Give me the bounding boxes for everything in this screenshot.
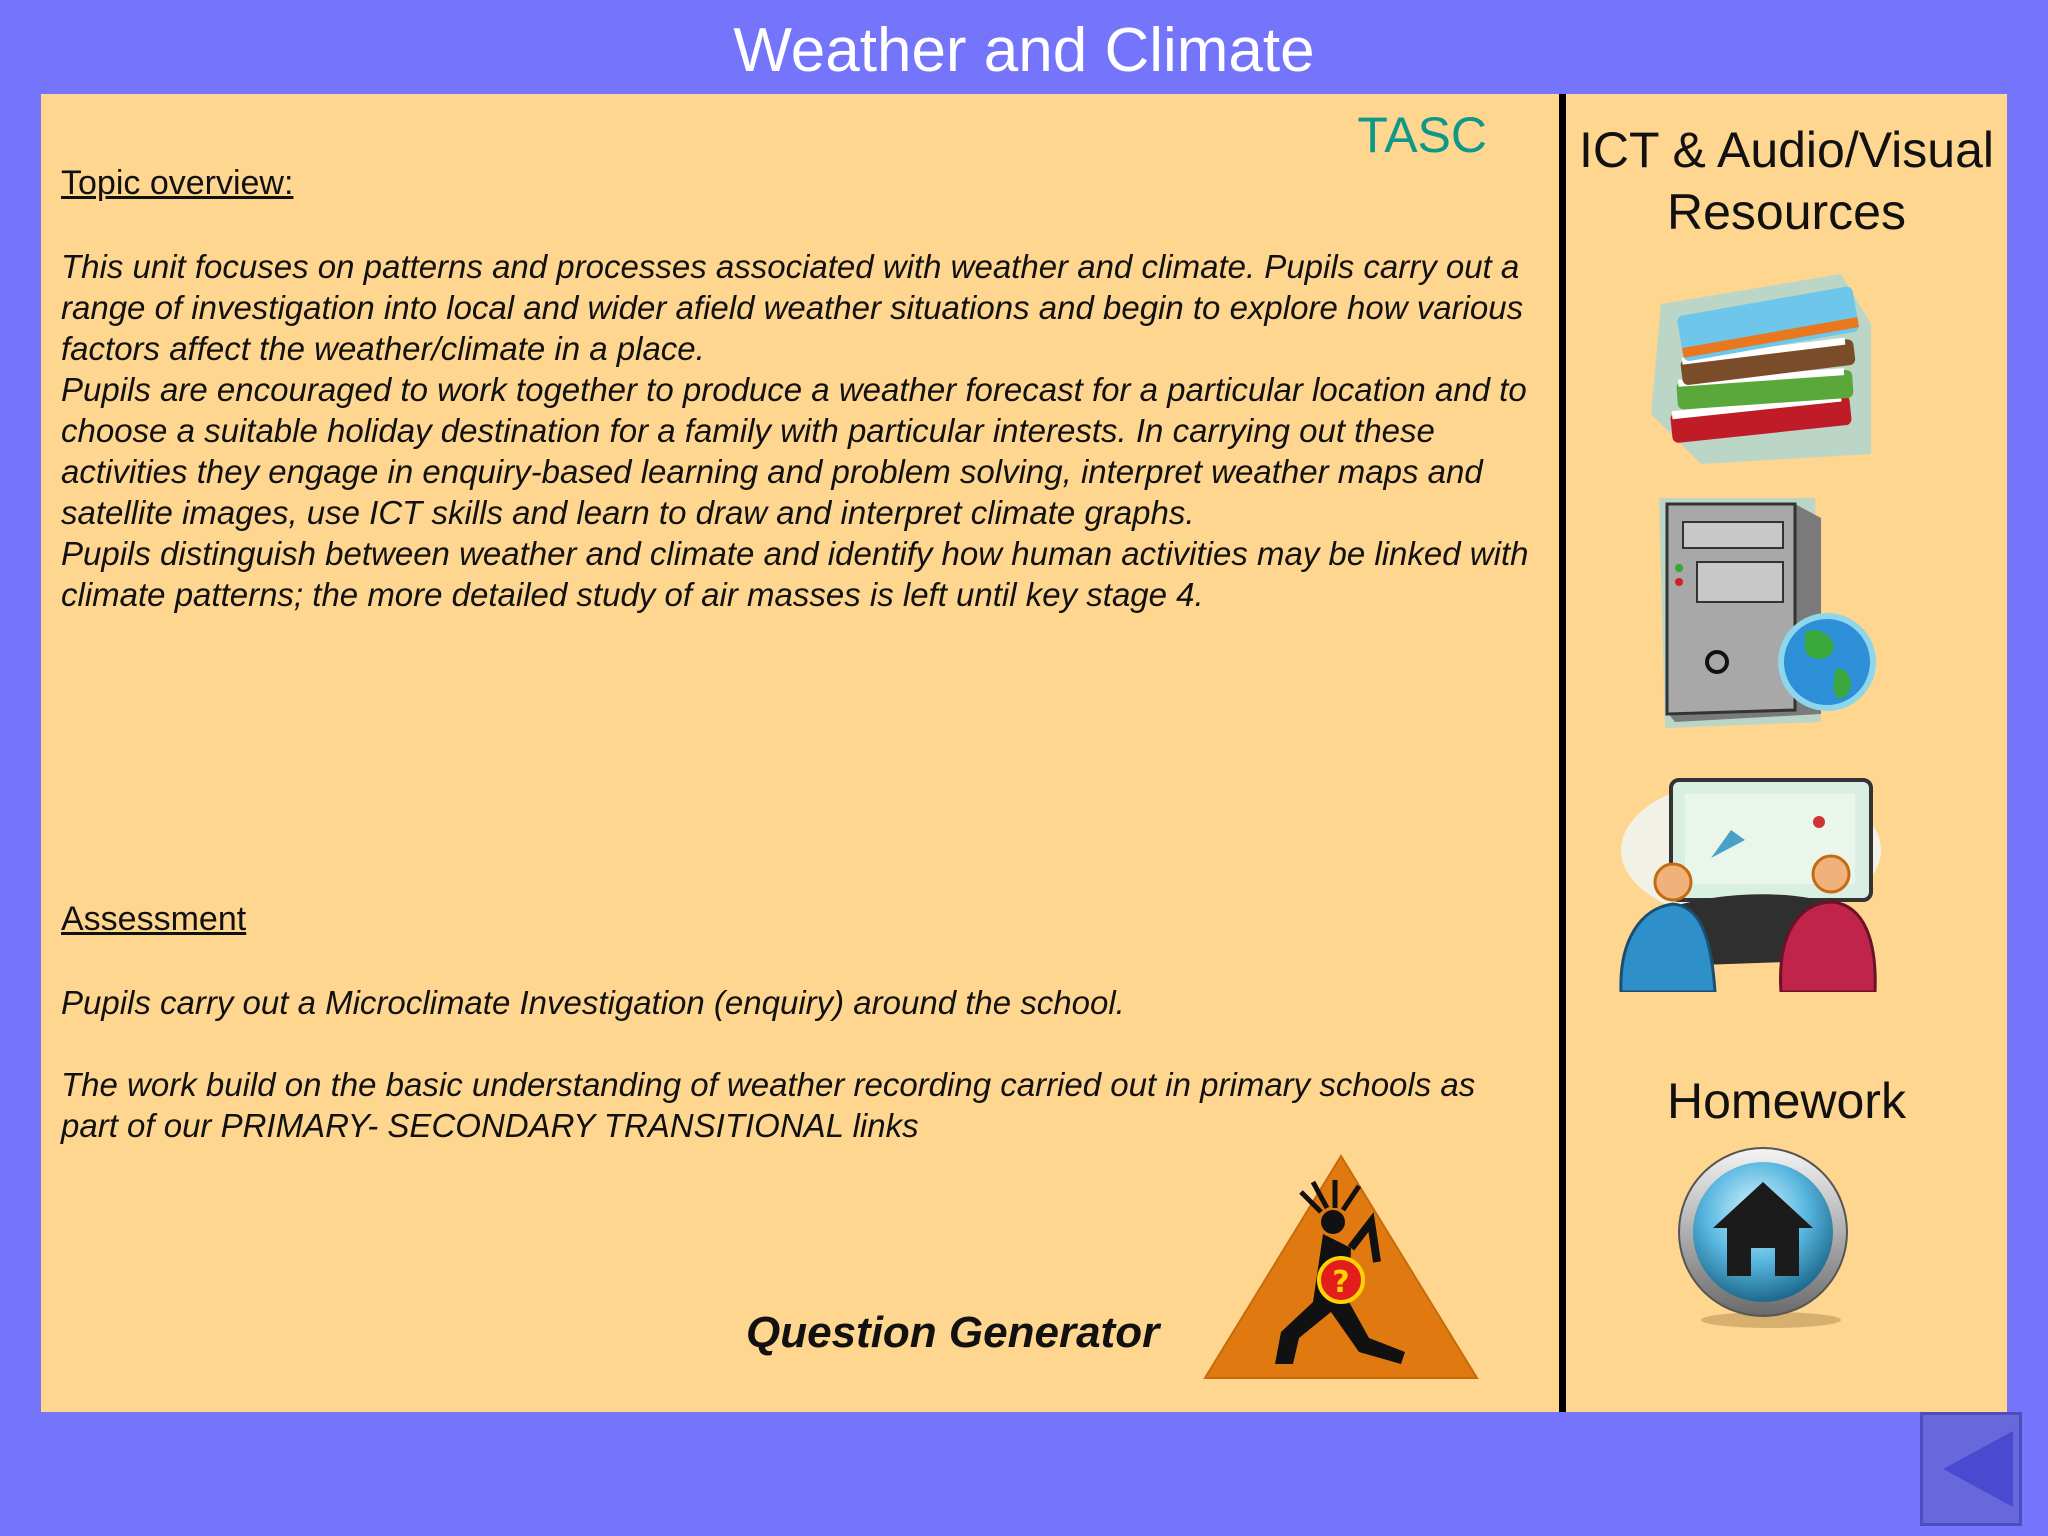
assessment-heading: Assessment bbox=[61, 900, 247, 938]
people-at-computer-icon[interactable] bbox=[1601, 770, 1891, 992]
ict-resources-title bbox=[1566, 119, 2007, 243]
home-button-icon[interactable] bbox=[1671, 1144, 1857, 1330]
ict-title-line1: ICT & Audio/Visual bbox=[1578, 122, 1995, 178]
assessment-text-1: Pupils carry out a Microclimate Investigation (enquiry) around the school. bbox=[61, 984, 1125, 1021]
overview-paragraph: This unit focuses on patterns and processes associated with weather and climate. Pupils carry out a range of investigation into local and wider afield weather situations and begin to explore how various factors affect the weather/climate in a place. bbox=[61, 248, 1524, 367]
question-generator-label[interactable]: Question Generator bbox=[746, 1308, 1160, 1357]
computer-globe-icon[interactable] bbox=[1645, 492, 1885, 732]
assessment-text-2: The work build on the basic understanding of weather recording carried out in primary schools as part of our PRIMARY- SECONDARY TRANSITIONAL links bbox=[61, 1066, 1476, 1144]
tasc-label: TASC bbox=[1357, 107, 1487, 163]
main-panel bbox=[41, 94, 2007, 1412]
homework-title: Homework bbox=[1667, 1073, 1906, 1129]
books-icon[interactable] bbox=[1641, 264, 1881, 474]
back-button[interactable] bbox=[1920, 1412, 2022, 1526]
overview-paragraph: Pupils distinguish between weather and climate and identify how human activities may be linked with climate patterns; the more detailed study of air masses is left until key stage 4. bbox=[61, 535, 1529, 613]
question-generator-icon[interactable] bbox=[1201, 1152, 1481, 1382]
slide-title: Weather and Climate bbox=[733, 16, 1315, 85]
panel-divider bbox=[1559, 94, 1566, 1412]
overview-paragraph: Pupils are encouraged to work together to produce a weather forecast for a particular location and to choose a suitable holiday destination for a family with particular interests. In carrying out these activities they engage in enquiry-based learning and problem solving, interpret weather maps and satellite images, use ICT skills and learn to draw and interpret climate graphs. bbox=[61, 371, 1527, 531]
svg-text:?: ? bbox=[1332, 1265, 1350, 1300]
ict-title-line2: Resources bbox=[1667, 184, 1906, 240]
topic-overview-heading: Topic overview: bbox=[61, 164, 294, 202]
overview-text bbox=[61, 246, 1541, 615]
back-arrow-icon bbox=[1923, 1415, 2019, 1523]
